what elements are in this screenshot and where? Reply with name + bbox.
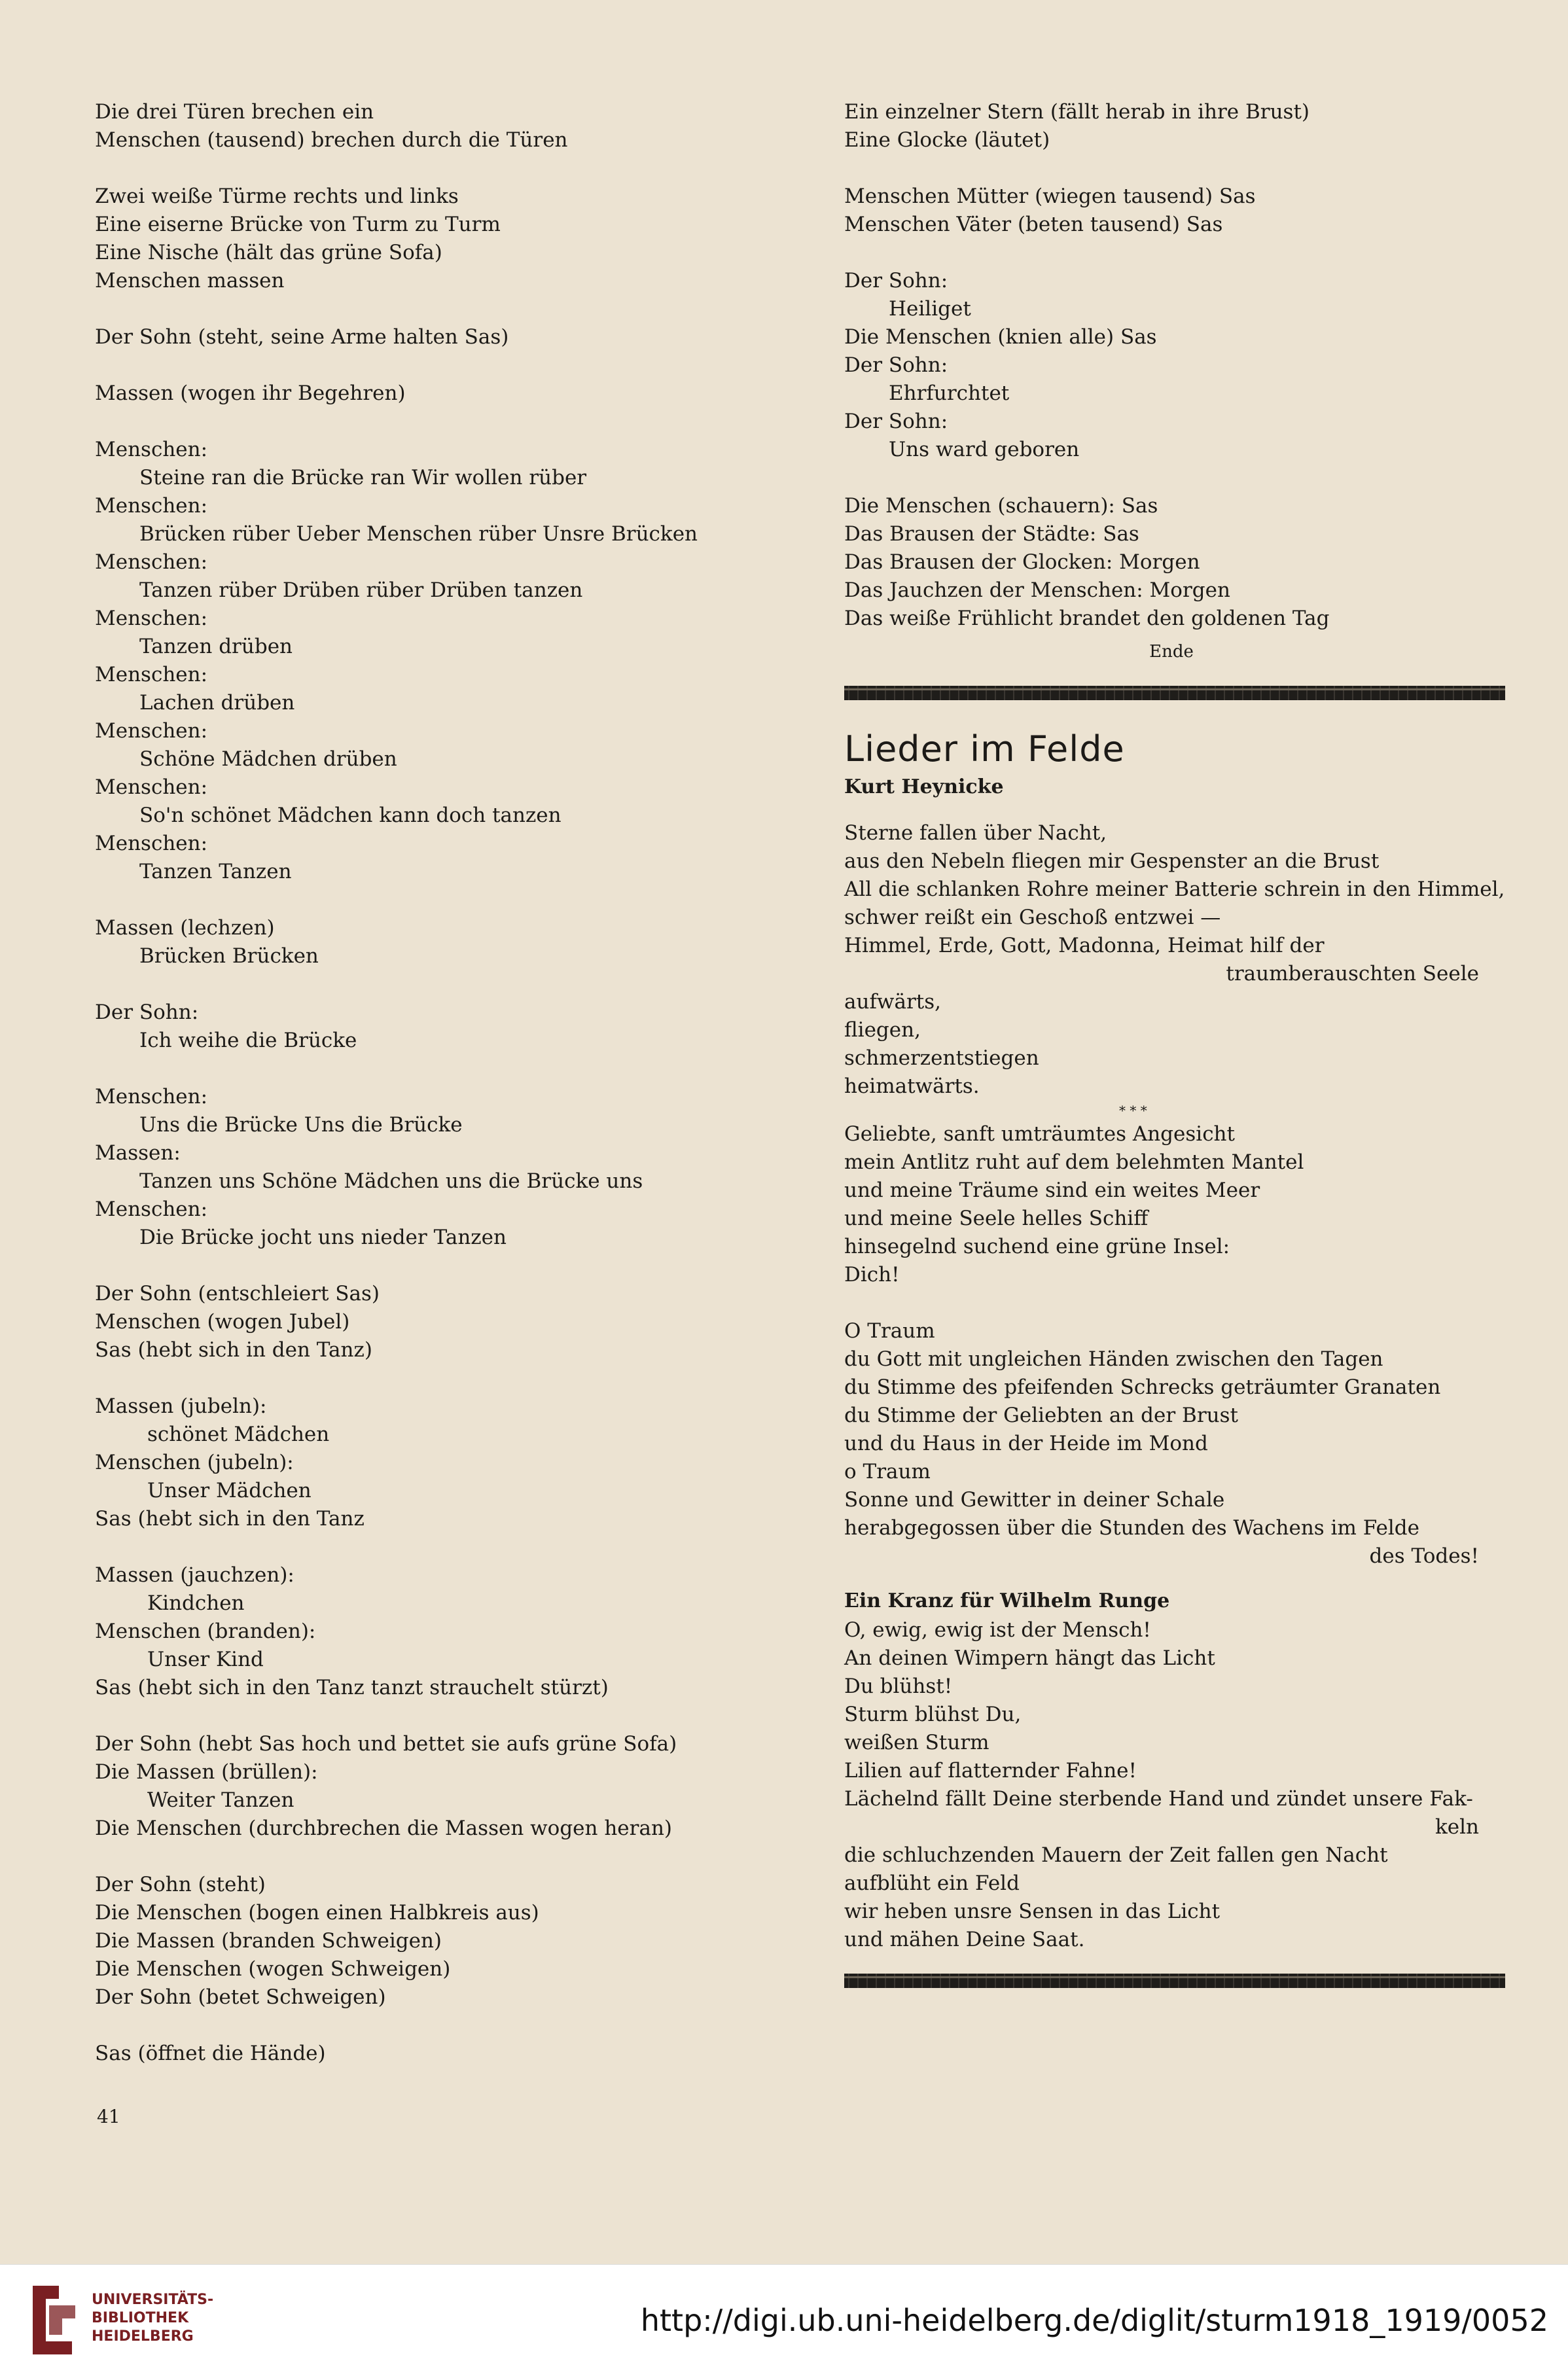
text-line bbox=[95, 1055, 762, 1083]
text-line: Der Sohn (entschleiert Sas) bbox=[95, 1282, 380, 1305]
text-line: Tanzen drüben bbox=[139, 635, 293, 658]
text-line: Dich! bbox=[844, 1263, 900, 1287]
poem-part-2 bbox=[844, 1120, 1518, 1571]
text-line: du Gott mit ungleichen Händen zwischen den Tagen bbox=[844, 1347, 1383, 1371]
text-line: Massen (jubeln): bbox=[95, 1394, 267, 1418]
source-url[interactable]: http://digi.ub.uni-heidelberg.de/diglit/sturm1918_1919/0052 bbox=[640, 2303, 1548, 2338]
text-line: hinsegelnd suchend eine grüne Insel: bbox=[844, 1235, 1230, 1258]
text-line: Unser Mädchen bbox=[147, 1479, 312, 1502]
text-line bbox=[95, 970, 762, 999]
left-column bbox=[95, 98, 762, 2068]
text-line bbox=[95, 295, 762, 323]
text-line: heimatwärts. bbox=[844, 1074, 980, 1098]
text-line: Menschen: bbox=[95, 775, 208, 799]
text-line: Menschen: bbox=[95, 832, 208, 855]
text-line: Menschen: bbox=[95, 1198, 208, 1221]
page-number: 41 bbox=[97, 2106, 120, 2127]
text-line: Sas (hebt sich in den Tanz) bbox=[95, 1338, 372, 1362]
text-line: Unser Kind bbox=[147, 1648, 264, 1671]
text-line: Der Sohn (steht, seine Arme halten Sas) bbox=[95, 325, 509, 349]
text-line: aufwärts, bbox=[844, 990, 941, 1014]
text-line: und meine Seele helles Schiff bbox=[844, 1207, 1149, 1230]
text-line: Die Menschen (schauern): Sas bbox=[844, 494, 1158, 518]
text-line: Ich weihe die Brücke bbox=[139, 1029, 357, 1052]
text-line: Uns die Brücke Uns die Brücke bbox=[139, 1113, 463, 1137]
text-line: Menschen: bbox=[95, 663, 208, 686]
text-line bbox=[95, 1364, 762, 1393]
text-line: An deinen Wimpern hängt das Licht bbox=[844, 1646, 1215, 1670]
text-line: Tanzen uns Schöne Mädchen uns die Brücke uns bbox=[139, 1169, 643, 1193]
text-line bbox=[95, 408, 762, 436]
text-line bbox=[95, 2012, 762, 2040]
text-line: Sturm blühst Du, bbox=[844, 1703, 1022, 1726]
text-line: Das weiße Frühlicht brandet den goldenen Tag bbox=[844, 607, 1330, 630]
text-line: Uns ward geboren bbox=[889, 438, 1080, 461]
text-line: Die Menschen (bogen einen Halbkreis aus) bbox=[95, 1901, 539, 1925]
kranz-poem bbox=[844, 1616, 1518, 1954]
text-line: Menschen (wogen Jubel) bbox=[95, 1310, 350, 1334]
text-line: Massen (jauchzen): bbox=[95, 1563, 294, 1587]
right-column bbox=[844, 98, 1518, 2001]
text-line: Die Menschen (knien alle) Sas bbox=[844, 325, 1157, 349]
text-line bbox=[844, 154, 1518, 183]
text-line: Himmel, Erde, Gott, Madonna, Heimat hilf der bbox=[844, 934, 1325, 957]
poem-part-1 bbox=[844, 819, 1518, 1101]
text-line: Menschen (jubeln): bbox=[95, 1451, 294, 1474]
text-line bbox=[95, 1843, 762, 1871]
text-line: Das Brausen der Glocken: Morgen bbox=[844, 550, 1200, 574]
text-line: Tanzen Tanzen bbox=[139, 860, 292, 883]
text-line bbox=[844, 239, 1518, 267]
text-line: Ehrfurchtet bbox=[889, 382, 1010, 405]
text-line: Der Sohn (hebt Sas hoch und bettet sie aufs grüne Sofa) bbox=[95, 1732, 677, 1756]
text-line: und meine Träume sind ein weites Meer bbox=[844, 1179, 1260, 1202]
text-line: du Stimme des pfeifenden Schrecks geträumter Granaten bbox=[844, 1375, 1441, 1399]
text-line: Sterne fallen über Nacht, bbox=[844, 821, 1107, 845]
text-line: Das Brausen der Städte: Sas bbox=[844, 522, 1139, 546]
text-line: Die Brücke jocht uns nieder Tanzen bbox=[139, 1226, 507, 1249]
text-line: Massen: bbox=[95, 1141, 181, 1165]
drama-continuation bbox=[844, 98, 1518, 633]
text-line: O Traum bbox=[844, 1319, 935, 1343]
text-line: Sas (hebt sich in den Tanz bbox=[95, 1507, 365, 1531]
text-line: Der Sohn: bbox=[844, 353, 948, 377]
text-line: Menschen: bbox=[95, 438, 208, 461]
ende-label: Ende bbox=[1149, 642, 1194, 662]
text-line: Der Sohn (betet Schweigen) bbox=[95, 1985, 386, 2009]
text-line: schwer reißt ein Geschoß entzwei — bbox=[844, 906, 1221, 929]
text-line: die schluchzenden Mauern der Zeit fallen gen Nacht bbox=[844, 1843, 1388, 1867]
text-line: So'n schönet Mädchen kann doch tanzen bbox=[139, 804, 561, 827]
text-line: Menschen: bbox=[95, 550, 208, 574]
text-line: und du Haus in der Heide im Mond bbox=[844, 1432, 1208, 1455]
text-line: schmerzentstiegen bbox=[844, 1046, 1039, 1070]
text-line: Menschen: bbox=[95, 719, 208, 743]
text-line: keln bbox=[1434, 1815, 1479, 1839]
text-line: Eine eiserne Brücke von Turm zu Turm bbox=[95, 213, 501, 236]
library-name-line-3: HEIDELBERG bbox=[92, 2328, 194, 2345]
text-line: Menschen massen bbox=[95, 269, 285, 293]
text-line: Das Jauchzen der Menschen: Morgen bbox=[844, 578, 1230, 602]
text-line: Kindchen bbox=[147, 1591, 245, 1615]
text-line: Die Massen (branden Schweigen) bbox=[95, 1929, 442, 1953]
text-line: des Todes! bbox=[1369, 1544, 1479, 1568]
text-line: o Traum bbox=[844, 1460, 931, 1483]
text-line: Ein einzelner Stern (fällt herab in ihre Brust) bbox=[844, 100, 1310, 124]
text-line bbox=[95, 1533, 762, 1561]
text-line: Eine Nische (hält das grüne Sofa) bbox=[95, 241, 442, 264]
text-line: und mähen Deine Saat. bbox=[844, 1928, 1085, 1951]
text-line: Sas (hebt sich in den Tanz tanzt strauchelt stürzt) bbox=[95, 1676, 609, 1699]
text-line: herabgegossen über die Stunden des Wachens im Felde bbox=[844, 1516, 1419, 1540]
text-line: Heiliget bbox=[889, 297, 971, 321]
text-line: Menschen: bbox=[95, 1085, 208, 1109]
text-line: Der Sohn (steht) bbox=[95, 1873, 266, 1896]
text-line: Weiter Tanzen bbox=[147, 1788, 294, 1812]
text-line bbox=[95, 886, 762, 914]
poem-author: Kurt Heynicke bbox=[844, 775, 1004, 798]
text-line bbox=[95, 154, 762, 183]
text-line: O, ewig, ewig ist der Mensch! bbox=[844, 1618, 1151, 1642]
text-line: Der Sohn: bbox=[95, 1001, 199, 1024]
text-line: Sas (öffnet die Hände) bbox=[95, 2042, 326, 2065]
text-line: schönet Mädchen bbox=[147, 1423, 330, 1446]
text-line: Menschen: bbox=[95, 607, 208, 630]
text-line: Menschen: bbox=[95, 494, 208, 518]
text-line: mein Antlitz ruht auf dem belehmten Mantel bbox=[844, 1150, 1304, 1174]
text-line: Brücken Brücken bbox=[139, 944, 319, 968]
text-line: Die Menschen (wogen Schweigen) bbox=[95, 1957, 451, 1981]
stars-separator: * * * bbox=[1119, 1103, 1147, 1118]
text-line: aus den Nebeln fliegen mir Gespenster an die Brust bbox=[844, 849, 1380, 873]
text-line: Tanzen rüber Drüben rüber Drüben tanzen bbox=[139, 578, 583, 602]
text-line bbox=[95, 1252, 762, 1280]
text-line: Menschen Mütter (wiegen tausend) Sas bbox=[844, 185, 1256, 208]
text-line: Die Menschen (durchbrechen die Massen wogen heran) bbox=[95, 1817, 673, 1840]
text-line: Die Massen (brüllen): bbox=[95, 1760, 318, 1784]
text-line: Steine ran die Brücke ran Wir wollen rüber bbox=[139, 466, 587, 489]
poem-title: Lieder im Felde bbox=[844, 728, 1125, 770]
text-line: Der Sohn: bbox=[844, 269, 948, 293]
text-line: Menschen Väter (beten tausend) Sas bbox=[844, 213, 1223, 236]
text-line: fliegen, bbox=[844, 1018, 921, 1042]
text-line: Geliebte, sanft umträumtes Angesicht bbox=[844, 1122, 1235, 1146]
text-line bbox=[844, 1289, 1518, 1317]
text-line: All die schlanken Rohre meiner Batterie schrein in den Himmel, bbox=[844, 878, 1505, 901]
section-divider-bottom bbox=[844, 1974, 1505, 1988]
text-line: Massen (wogen ihr Begehren) bbox=[95, 382, 406, 405]
text-line: weißen Sturm bbox=[844, 1731, 989, 1754]
text-line bbox=[95, 351, 762, 380]
library-footer bbox=[0, 2264, 1568, 2378]
text-line: Massen (lechzen) bbox=[95, 916, 275, 940]
kranz-title: Ein Kranz für Wilhelm Runge bbox=[844, 1589, 1170, 1612]
text-line: Die drei Türen brechen ein bbox=[95, 100, 374, 124]
text-line: wir heben unsre Sensen in das Licht bbox=[844, 1900, 1221, 1923]
text-line: Du blühst! bbox=[844, 1675, 953, 1698]
text-line: Der Sohn: bbox=[844, 410, 948, 433]
text-line bbox=[95, 1702, 762, 1730]
text-line: Lächelnd fällt Deine sterbende Hand und zündet unsere Fak- bbox=[844, 1787, 1473, 1811]
text-line: Brücken rüber Ueber Menschen rüber Unsre Brücken bbox=[139, 522, 698, 546]
text-line: du Stimme der Geliebten an der Brust bbox=[844, 1404, 1238, 1427]
text-line: Sonne und Gewitter in deiner Schale bbox=[844, 1488, 1225, 1512]
text-line: Schöne Mädchen drüben bbox=[139, 747, 397, 771]
library-name-line-2: BIBLIOTHEK bbox=[92, 2310, 189, 2326]
text-line: aufblüht ein Feld bbox=[844, 1872, 1020, 1895]
library-logo-icon bbox=[20, 2279, 85, 2361]
text-line: Zwei weiße Türme rechts und links bbox=[95, 185, 459, 208]
section-divider-top bbox=[844, 686, 1505, 700]
text-line: Menschen (branden): bbox=[95, 1620, 316, 1643]
text-line: Eine Glocke (läutet) bbox=[844, 128, 1050, 152]
library-name-line-1: UNIVERSITÄTS- bbox=[92, 2292, 214, 2308]
library-name bbox=[92, 2291, 213, 2346]
text-line: Lilien auf flatternder Fahne! bbox=[844, 1759, 1137, 1783]
text-line bbox=[844, 464, 1518, 492]
text-line: Lachen drüben bbox=[139, 691, 295, 715]
text-line: Menschen (tausend) brechen durch die Türen bbox=[95, 128, 568, 152]
text-line: traumberauschten Seele bbox=[1226, 962, 1479, 985]
